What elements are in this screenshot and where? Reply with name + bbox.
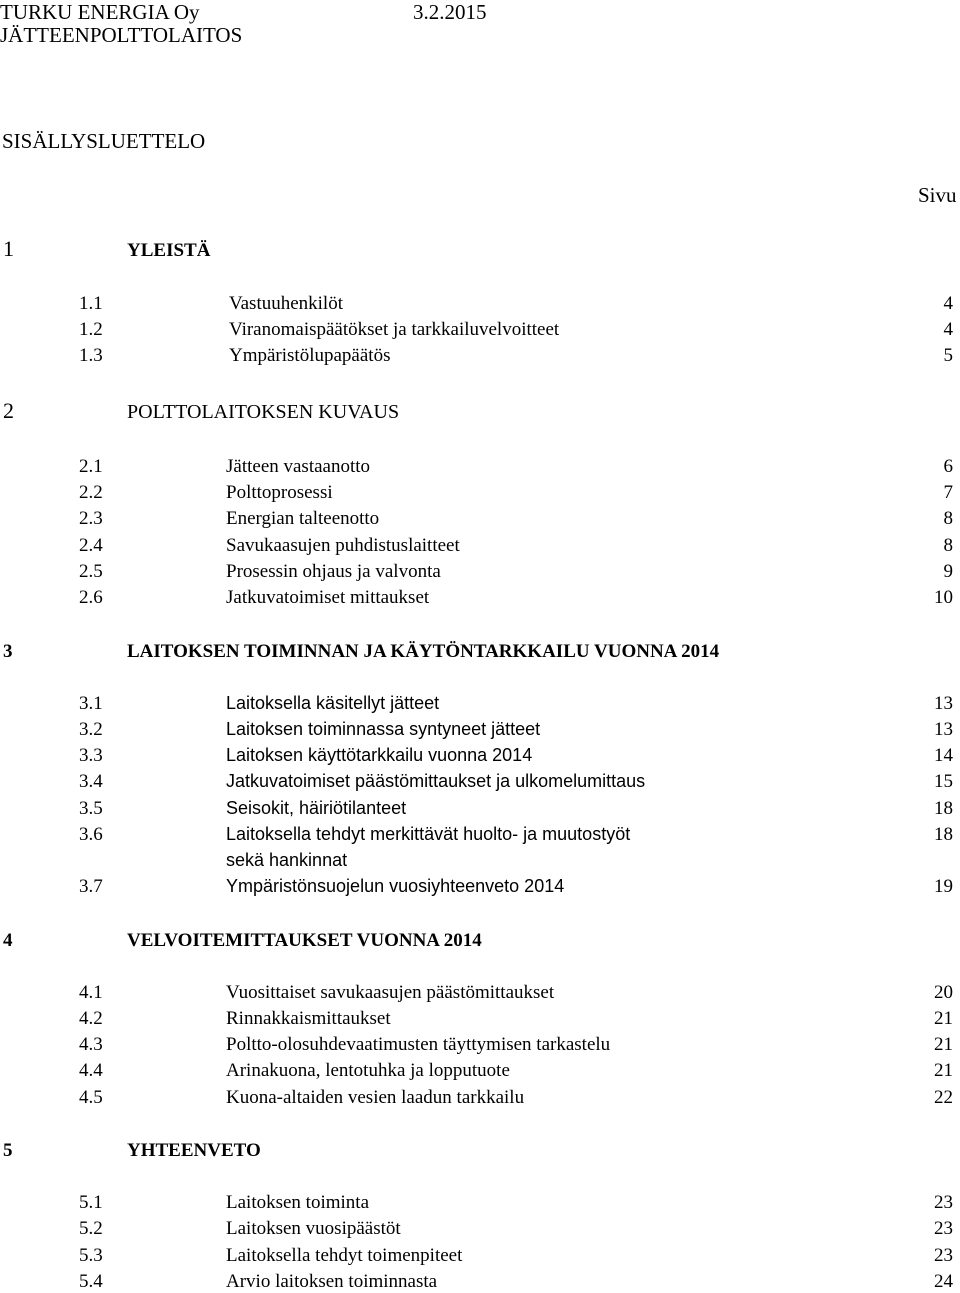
section-title[interactable]: Ympäristönsuojelun vuosiyhteenveto 2014 [226,876,565,896]
toc-title: SISÄLLYSLUETTELO [2,129,206,153]
section-number: 2.5 [79,561,103,582]
page-column-label: Sivu [918,183,957,207]
section-number: 3.1 [79,693,103,714]
section-title[interactable]: Energian talteenotto [226,508,380,529]
section-number: 3.4 [79,771,103,792]
section-page: 22 [934,1087,953,1108]
section-title[interactable]: Laitoksen toiminta [226,1192,370,1213]
section-number: 4.1 [79,982,103,1003]
section-page: 8 [943,508,953,529]
section-title[interactable]: Polttoprosessi [226,482,333,503]
chapter-title[interactable]: LAITOKSEN TOIMINNAN JA KÄYTÖNTARKKAILU VUONNA 2014 [127,641,720,662]
section-page: 20 [934,982,953,1003]
section-page: 18 [934,798,953,819]
section-page: 8 [943,535,953,556]
section-title[interactable]: Jatkuvatoimiset päästömittaukset ja ulkomelumittaus [226,771,646,791]
section-page: 7 [943,482,953,503]
section-title[interactable]: Laitoksen toiminnassa syntyneet jätteet [226,719,541,739]
section-page: 21 [934,1008,953,1029]
chapter-number: 2 [3,398,14,423]
section-page: 21 [934,1034,953,1055]
section-title[interactable]: Vuosittaiset savukaasujen päästömittaukset [226,982,555,1003]
section-page: 23 [934,1245,953,1266]
section-number: 2.6 [79,587,103,608]
section-number: 4.2 [79,1008,103,1029]
section-number: 3.2 [79,719,103,740]
section-page: 9 [943,561,953,582]
section-page: 13 [934,719,953,740]
section-title[interactable]: Ympäristölupapäätös [229,345,391,366]
section-number: 5.4 [79,1271,103,1292]
section-title[interactable]: Seisokit, häiriötilanteet [226,798,407,818]
chapter-number: 3 [3,641,13,662]
section-page: 23 [934,1218,953,1239]
section-number: 4.4 [79,1060,103,1081]
chapter-number: 4 [3,930,13,951]
section-number: 5.3 [79,1245,103,1266]
section-number: 3.5 [79,798,103,819]
company-name: TURKU ENERGIA Oy [0,0,200,24]
section-number: 4.3 [79,1034,103,1055]
section-title[interactable]: Savukaasujen puhdistuslaitteet [226,535,460,556]
section-number: 2.1 [79,456,103,477]
section-page: 18 [934,824,953,845]
section-number: 2.4 [79,535,103,556]
section-number: 5.2 [79,1218,103,1239]
section-page: 4 [943,293,953,314]
section-page: 4 [943,319,953,340]
chapter-number: 5 [3,1140,13,1161]
section-page: 15 [934,771,953,792]
unit-name: JÄTTEENPOLTTOLAITOS [0,23,243,47]
chapter-number: 1 [3,236,14,261]
section-title[interactable]: Laitoksella tehdyt merkittävät huolto- ja muutostyöt [226,824,631,844]
section-page: 6 [943,456,953,477]
section-title[interactable]: Arinakuona, lentotuhka ja lopputuote [226,1060,510,1081]
chapter-title[interactable]: POLTTOLAITOKSEN KUVAUS [127,401,400,423]
section-number: 1.1 [79,293,103,314]
section-page: 14 [934,745,953,766]
section-number: 3.3 [79,745,103,766]
section-number: 2.2 [79,482,103,503]
section-title[interactable]: Jätteen vastaanotto [226,456,371,477]
section-page: 21 [934,1060,953,1081]
section-page: 19 [934,876,953,897]
section-number: 3.7 [79,876,103,897]
chapter-title[interactable]: VELVOITEMITTAUKSET VUONNA 2014 [127,930,482,951]
section-title[interactable]: Kuona-altaiden vesien laadun tarkkailu [226,1087,525,1108]
section-page: 10 [934,587,953,608]
section-title[interactable]: Prosessin ohjaus ja valvonta [226,561,441,582]
section-number: 5.1 [79,1192,103,1213]
section-title[interactable]: Laitoksen vuosipäästöt [226,1218,401,1239]
section-title[interactable]: Jatkuvatoimiset mittaukset [226,587,430,608]
section-number: 2.3 [79,508,103,529]
chapter-title[interactable]: YLEISTÄ [127,240,211,261]
section-page: 24 [934,1271,953,1292]
section-number: 4.5 [79,1087,103,1108]
section-title[interactable]: Rinnakkaismittaukset [226,1008,391,1029]
section-title[interactable]: Poltto-olosuhdevaatimusten täyttymisen tarkastelu [226,1034,611,1055]
section-title[interactable]: Laitoksen käyttötarkkailu vuonna 2014 [226,745,533,765]
section-number: 1.3 [79,345,103,366]
section-page: 13 [934,693,953,714]
section-title[interactable]: Arvio laitoksen toiminnasta [226,1271,438,1292]
section-title[interactable]: Laitoksella käsitellyt jätteet [226,693,440,713]
section-title-continued[interactable]: sekä hankinnat [226,850,348,870]
section-title[interactable]: Vastuuhenkilöt [229,293,343,314]
chapter-title[interactable]: YHTEENVETO [127,1140,261,1161]
section-number: 3.6 [79,824,103,845]
section-title[interactable]: Laitoksella tehdyt toimenpiteet [226,1245,463,1266]
section-title[interactable]: Viranomaispäätökset ja tarkkailuvelvoitteet [229,319,560,340]
section-page: 23 [934,1192,953,1213]
document-date: 3.2.2015 [413,0,487,24]
section-page: 5 [943,345,953,366]
section-number: 1.2 [79,319,103,340]
